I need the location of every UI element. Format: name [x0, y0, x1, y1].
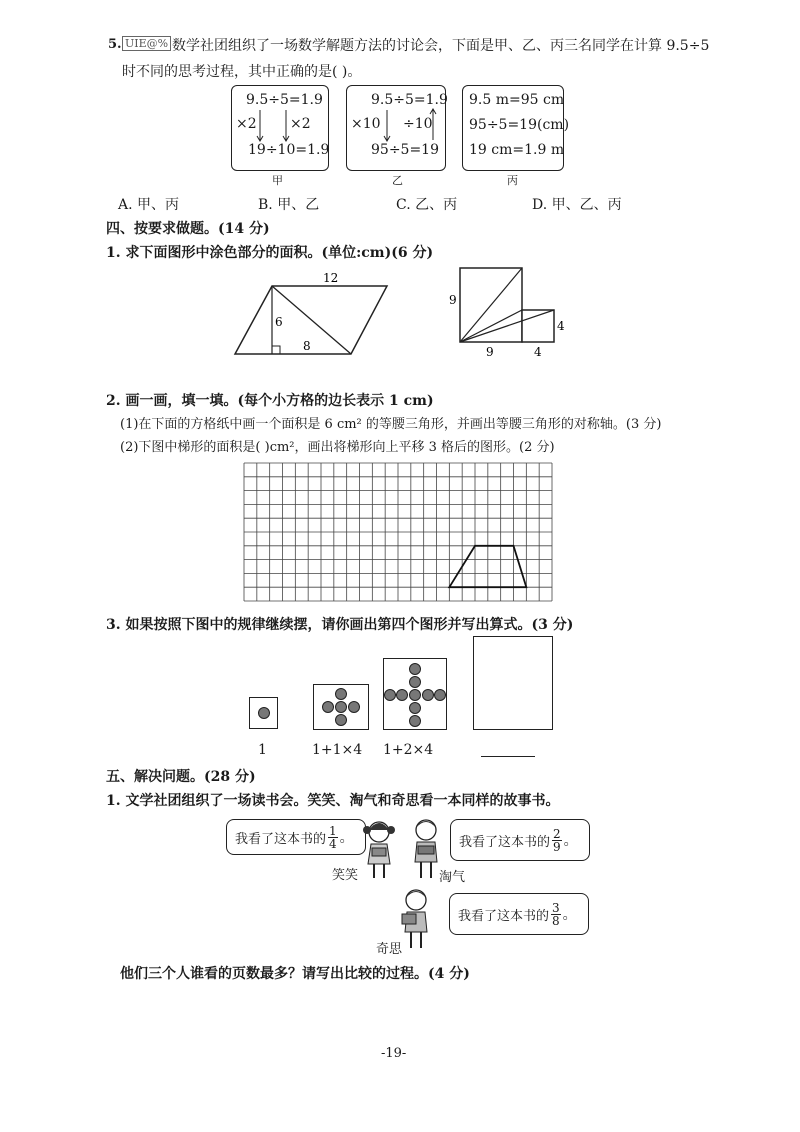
s4-q2-sub2: (2)下图中梯形的面积是( )cm²，画出将梯形向上平移 3 格后的图形。(2 分) — [120, 440, 555, 455]
method-box-bing — [462, 85, 570, 171]
speech-bubble-xiaoxiao: 我看了这本书的 $\frac{1}{4}$ 。 — [226, 819, 366, 855]
option-b[interactable]: B. 甲、乙 — [258, 197, 320, 213]
pattern-dot — [409, 676, 421, 688]
yi-arrows — [347, 86, 445, 170]
fraction-xiaoxiao: $\frac{1}{4}$ — [329, 823, 337, 851]
section4-title: 四、按要求做题。(14 分) — [106, 221, 270, 237]
pattern-dot — [422, 689, 434, 701]
page-number: -19- — [381, 1046, 407, 1061]
pattern-dot — [409, 689, 421, 701]
speech-bubble-taoqi: 我看了这本书的 $\frac{2}{9}$ 。 — [450, 819, 590, 861]
method-box-yi — [346, 85, 446, 171]
pattern-dot — [335, 688, 347, 700]
fig2-label-left: 9 — [449, 293, 457, 307]
yi-mul-left: ×10 — [351, 116, 381, 132]
xiaoxiao-illustration — [362, 818, 396, 882]
taoqi-illustration — [409, 816, 443, 882]
name-xiaoxiao: 笑笑 — [332, 868, 359, 883]
bing-label: 丙 — [507, 174, 518, 187]
fraction-qisi: $\frac{3}{8}$ — [552, 900, 560, 928]
bing-line2: 95÷5=19(cm) — [469, 117, 570, 133]
yi-line1: 9.5÷5=1.9 — [371, 92, 448, 108]
jia-line3: 19÷10=1.9 — [248, 142, 330, 158]
speech-bubble-qisi: 我看了这本书的 $\frac{3}{8}$ 。 — [449, 893, 589, 935]
bing-line1: 9.5 m=95 cm — [469, 92, 565, 108]
s4-q2-sub1: (1)在下面的方格纸中画一个面积是 6 cm² 的等腰三角形，并画出等腰三角形的对称轴。(3 分) — [120, 417, 662, 432]
s4-q1-text: 1. 求下面图形中涂色部分的面积。(单位:cm)(6 分) — [106, 245, 434, 261]
s4-q2-text: 2. 画一画，填一填。(每个小方格的边长表示 1 cm) — [106, 393, 434, 409]
pattern-caption-3: 1+2×4 — [383, 742, 434, 758]
pattern-dot — [434, 689, 446, 701]
pattern-figure-3 — [383, 658, 447, 730]
s4-q3-text: 3. 如果按照下图中的规律继续摆，请你画出第四个图形并写出算式。(3 分) — [106, 617, 574, 633]
method-box-jia — [231, 85, 329, 171]
pattern-dot — [396, 689, 408, 701]
s5-q1-question: 他们三个人谁看的页数最多？请写出比较的过程。(4 分) — [120, 966, 470, 982]
pattern-dot — [322, 701, 334, 713]
bubble-text: 我看了这本书的 — [458, 908, 550, 924]
option-c[interactable]: C. 乙、丙 — [396, 197, 458, 213]
stamp-text: UIE@% — [122, 36, 171, 51]
q5-number: 5. — [108, 37, 122, 52]
yi-line3: 95÷5=19 — [371, 142, 439, 158]
jia-arrows — [232, 86, 328, 170]
fig2-label-bottom-right: 4 — [534, 345, 542, 359]
fig1-label-height: 6 — [275, 315, 283, 329]
fig1-label-base: 8 — [303, 339, 311, 353]
jia-mul-left: ×2 — [236, 116, 257, 132]
option-d[interactable]: D. 甲、乙、丙 — [532, 197, 622, 213]
jia-mul-right: ×2 — [290, 116, 311, 132]
bubble-text: 我看了这本书的 — [459, 834, 551, 850]
pattern-caption-1: 1 — [258, 742, 267, 758]
bing-line3: 19 cm=1.9 m — [469, 142, 565, 158]
pattern-dot — [409, 702, 421, 714]
yi-div-right: ÷10 — [403, 116, 433, 132]
pattern-dot — [335, 714, 347, 726]
option-a[interactable]: A. 甲、丙 — [118, 197, 180, 213]
pattern-dot — [335, 701, 347, 713]
pattern-dot — [384, 689, 396, 701]
parallelogram-figure — [225, 268, 395, 360]
pattern-dot — [348, 701, 360, 713]
pattern-caption-2: 1+1×4 — [312, 742, 363, 758]
name-taoqi: 淘气 — [439, 870, 466, 885]
pattern-figure-2 — [313, 684, 369, 730]
jia-line1: 9.5÷5=1.9 — [246, 92, 323, 108]
grid-paper[interactable] — [243, 462, 553, 602]
pattern-dot — [409, 663, 421, 675]
bubble-text: 我看了这本书的 — [235, 831, 327, 847]
qisi-illustration — [398, 886, 434, 952]
fig2-label-bottom-left: 9 — [486, 345, 494, 359]
fig2-label-right: 4 — [557, 319, 565, 333]
pattern-dot — [258, 707, 270, 719]
q5-text-line2: 时不同的思考过程，其中正确的是( )。 — [122, 64, 362, 80]
fig1-label-top: 12 — [323, 271, 339, 285]
pattern-answer-box[interactable] — [473, 636, 553, 730]
pattern-dot — [409, 715, 421, 727]
formula-answer-line[interactable] — [481, 756, 535, 757]
q5-text-line1: 数学社团组织了一场数学解题方法的讨论会，下面是甲、乙、丙三名同学在计算 9.5÷5 — [172, 38, 710, 54]
squares-figure — [444, 264, 570, 360]
jia-label: 甲 — [272, 174, 283, 187]
s5-q1-text: 1. 文学社团组织了一场读书会。笑笑、淘气和奇思看一本同样的故事书。 — [106, 793, 560, 809]
yi-label: 乙 — [392, 174, 403, 187]
pattern-figure-1 — [249, 697, 278, 729]
name-qisi: 奇思 — [376, 942, 403, 957]
fraction-taoqi: $\frac{2}{9}$ — [553, 826, 561, 854]
section5-title: 五、解决问题。(28 分) — [106, 769, 256, 785]
